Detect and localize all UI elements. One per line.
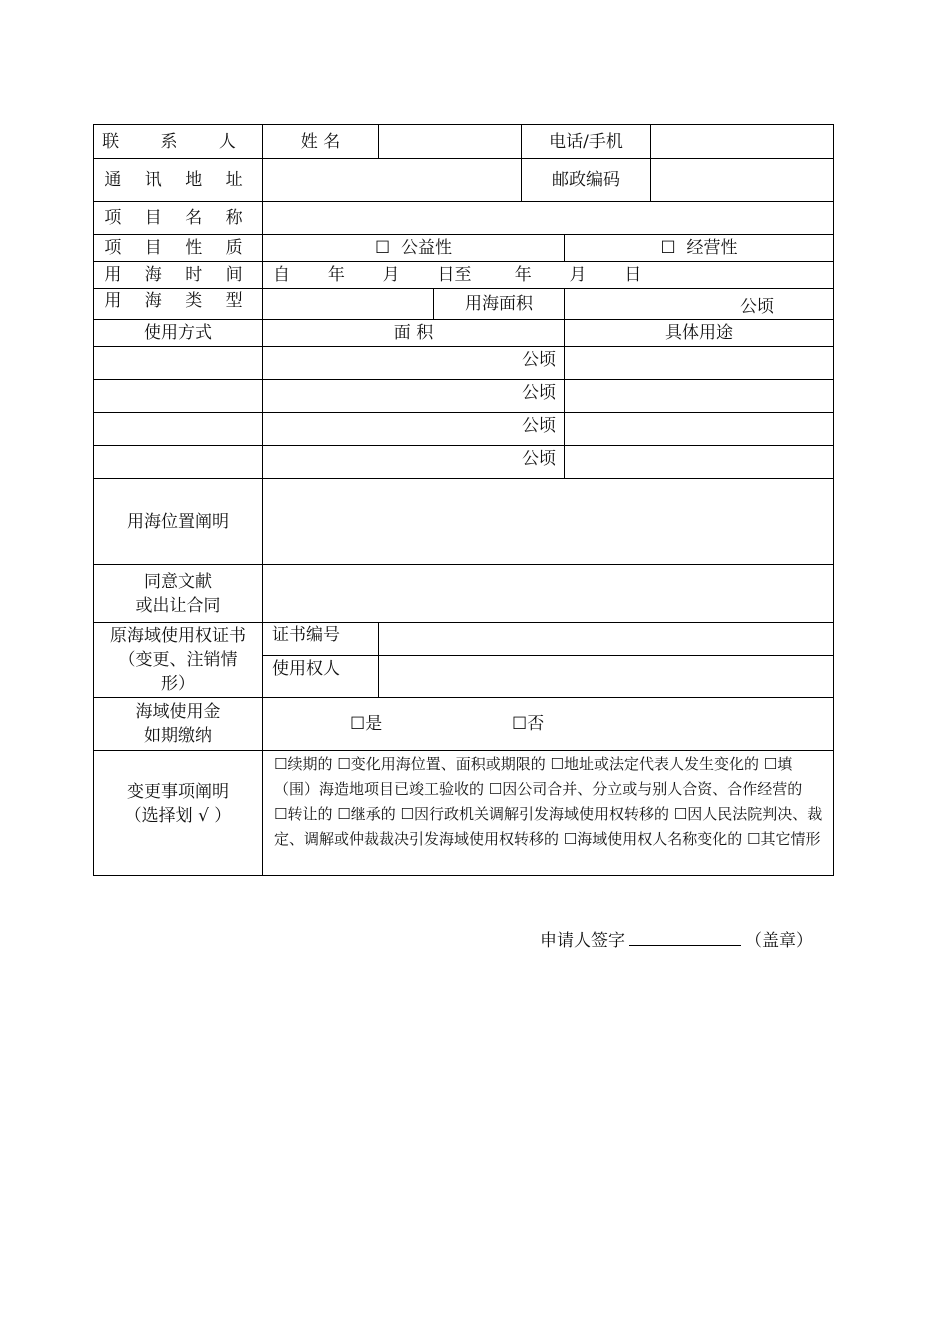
contact-label: 联 系 人: [102, 131, 254, 152]
checkbox-icon[interactable]: ☐: [763, 755, 778, 773]
fee-option-no[interactable]: [512, 698, 592, 750]
checkbox-icon[interactable]: ☐: [488, 780, 503, 798]
phone-input[interactable]: [651, 125, 833, 158]
location-label: 用海位置阐明: [127, 511, 229, 532]
right-holder-input[interactable]: [379, 656, 833, 697]
address-input[interactable]: [263, 159, 521, 201]
change-label: [94, 751, 262, 857]
change-option[interactable]: [489, 780, 802, 798]
checkbox-icon[interactable]: ☐: [337, 755, 351, 773]
sea-time-label: 用 海 时 间: [104, 265, 252, 285]
phone-label: 电话/手机: [549, 131, 623, 152]
cert-no-label: 证书编号: [272, 625, 340, 645]
sea-type-label: 用 海 类 型: [104, 291, 252, 311]
change-label-line: （选择划 √ ）: [124, 806, 232, 826]
consent-label-line: 同意文献: [144, 571, 212, 592]
postcode-input[interactable]: [651, 159, 833, 201]
address-label: 通 讯 地 址: [104, 170, 252, 190]
fee-no-label: 否: [527, 714, 545, 734]
name-input[interactable]: [379, 125, 521, 158]
change-option-label: 因人民法院判决、裁定、调解或仲裁裁决引发海域使用权转移的: [274, 805, 823, 848]
consent-label-line: 或出让合同: [135, 595, 221, 616]
checkbox-icon[interactable]: ☐: [747, 830, 761, 848]
change-option[interactable]: [564, 830, 742, 848]
change-option-label: 续期的: [287, 755, 333, 773]
change-option-label: 海域使用权人名称变化的: [577, 830, 743, 848]
change-option[interactable]: [747, 830, 820, 848]
checkbox-icon[interactable]: ☐: [550, 755, 564, 773]
checkbox-icon[interactable]: ☐: [400, 805, 414, 823]
usage-row-unit: 公顷: [522, 449, 556, 469]
checkbox-icon[interactable]: ☐: [374, 238, 391, 258]
checkbox-icon[interactable]: ☐: [274, 805, 288, 823]
fee-label-line: 海域使用金: [135, 702, 221, 722]
change-options: [274, 752, 826, 852]
project-name-input[interactable]: [263, 202, 833, 234]
usage-header: 使用方式: [144, 323, 212, 343]
change-option[interactable]: [337, 755, 545, 773]
fee-yes-label: 是: [365, 714, 383, 734]
orig-cert-label-line: 原海域使用权证书: [110, 625, 246, 646]
fee-option-yes[interactable]: [350, 698, 430, 750]
sea-type-input[interactable]: [263, 289, 433, 319]
purpose-header: 具体用途: [665, 323, 733, 343]
nature-option-commercial[interactable]: [565, 235, 833, 261]
consent-input[interactable]: [263, 565, 833, 622]
checkbox-icon[interactable]: ☐: [563, 830, 578, 848]
application-form-table: [93, 124, 834, 876]
change-option[interactable]: [337, 805, 395, 823]
orig-cert-label-line: （变更、注销情: [118, 649, 238, 670]
checkbox-icon[interactable]: ☐: [512, 714, 528, 734]
checkbox-icon[interactable]: ☐: [660, 238, 676, 258]
usage-row-unit: 公顷: [522, 416, 556, 436]
sea-time-value: 自 年 月 日至 年 月 日: [273, 265, 642, 285]
nature-option-label: 经营性: [686, 238, 738, 258]
project-nature-label: 项 目 性 质: [104, 238, 252, 258]
change-option[interactable]: [274, 805, 332, 823]
change-option-label: 因公司合并、分立或与别人合资、合作经营的: [502, 780, 803, 798]
postcode-label: 邮政编码: [552, 170, 620, 190]
project-name-label: 项 目 名 称: [104, 208, 252, 228]
sea-area-unit: 公顷: [740, 297, 774, 317]
change-option-label: 地址或法定代表人发生变化的: [563, 755, 759, 773]
signature-label: 申请人签字: [540, 931, 625, 951]
checkbox-icon[interactable]: ☐: [337, 805, 351, 823]
usage-row-unit: 公顷: [522, 383, 556, 403]
orig-cert-label-line: 形）: [161, 673, 195, 694]
sea-time-text[interactable]: [273, 262, 823, 288]
change-option-label: 因行政机关调解引发海域使用权转移的: [413, 805, 669, 823]
name-label: 姓 名: [300, 131, 341, 152]
area-header: 面 积: [393, 323, 434, 343]
location-input[interactable]: [263, 479, 833, 564]
checkbox-icon[interactable]: ☐: [350, 714, 366, 734]
fee-label: [94, 698, 262, 750]
change-option-label: 变化用海位置、面积或期限的: [350, 755, 546, 773]
change-option[interactable]: [551, 755, 759, 773]
change-option[interactable]: [274, 755, 332, 773]
change-option-label: 其它情形: [760, 830, 821, 848]
orig-cert-label: [94, 622, 262, 697]
change-option-label: 继承的: [350, 805, 396, 823]
nature-option-public[interactable]: [263, 235, 564, 261]
applicant-signature: [540, 926, 813, 951]
fee-label-line: 如期缴纳: [144, 726, 212, 746]
right-holder-label: 使用权人: [272, 659, 340, 679]
signature-line[interactable]: [629, 929, 741, 946]
consent-label: [94, 565, 262, 622]
change-option-label: 转让的: [287, 805, 333, 823]
sea-area-label: 用海面积: [465, 294, 533, 314]
cert-no-input[interactable]: [379, 623, 833, 655]
usage-row-unit: 公顷: [522, 350, 556, 370]
change-option-label: 填（围）海造地项目已竣工验收的: [274, 755, 793, 798]
change-label-line: 变更事项阐明: [127, 782, 229, 802]
seal-label: （盖章）: [745, 931, 813, 951]
nature-option-label: 公益性: [401, 238, 453, 258]
checkbox-icon[interactable]: ☐: [274, 755, 288, 773]
checkbox-icon[interactable]: ☐: [673, 805, 688, 823]
change-option[interactable]: [401, 805, 669, 823]
